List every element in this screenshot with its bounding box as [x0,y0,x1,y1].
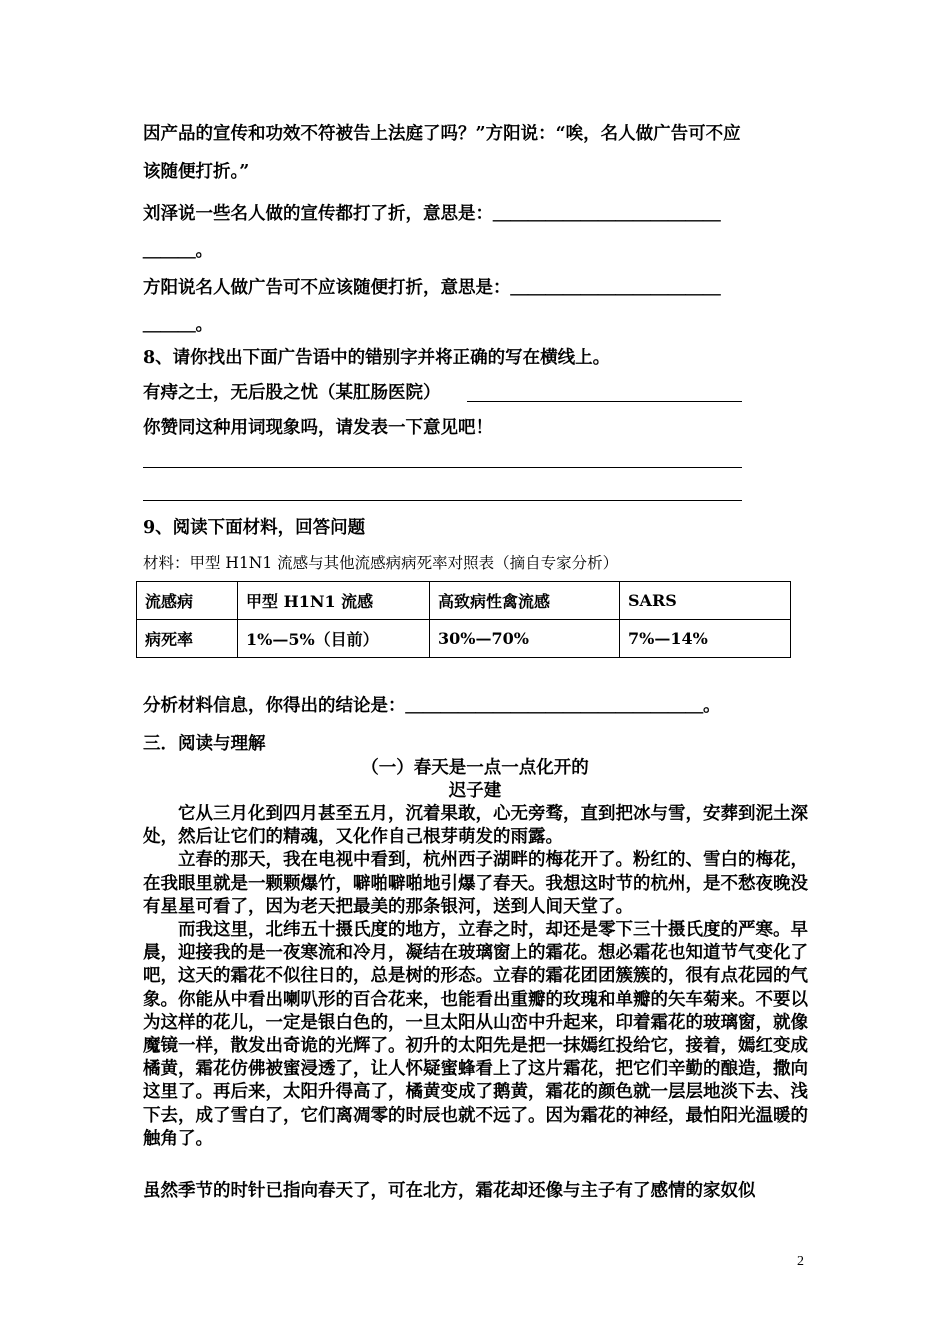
q8-ad-text: 有痔之士，无后股之忧（某肛肠医院） [143,383,441,403]
article-author: 迟子建 [448,781,502,801]
table-cell: 流感病 [137,582,238,620]
table-cell: 高致病性禽流感 [430,582,620,620]
q7-line-2: 该随便打折。” [143,162,250,182]
flu-mortality-table [136,581,791,658]
article-paragraph: 它从三月化到四月甚至五月，沉着果敢，心无旁骛，直到把冰与雪，安葬到泥土深处，然后让它们的精魂，又化作自己根芽萌发的雨露。 [143,804,808,848]
q8-answer-line[interactable] [467,401,742,402]
table-cell: 甲型 H1N1 流感 [238,582,430,620]
q8-opinion-line-2[interactable] [143,500,742,501]
q8-title: 8、请你找出下面广告语中的错别字并将正确的写在横线上。 [143,348,611,368]
q9-conclusion: 分析材料信息，你得出的结论是：＿＿＿＿＿＿＿＿＿＿＿＿＿＿＿＿＿。 [143,696,721,716]
q7-line-6: ＿＿＿。 [143,315,213,335]
article-body [143,803,808,1151]
article-paragraph: 立春的那天，我在电视中看到，杭州西子湖畔的梅花开了。粉红的、雪白的梅花，在我眼里就是一颗颗爆竹，噼啪噼啪地引爆了春天。我想这时节的杭州，是不愁夜晚没有星星可看了，因为老天把最美的那条银河，送到人间天堂了。 [143,850,808,917]
table-header-row [137,582,791,620]
article-paragraph: 而我这里，北纬五十摄氏度的地方，立春之时，却还是零下三十摄氏度的严寒。早晨，迎接我的是一夜寒流和冷月，凝结在玻璃窗上的霜花。想必霜花也知道节气变化了吧，这天的霜花不似往日的，总是树的形态。立春的霜花团团簇簇的，很有点花园的气象。你能从中看出喇叭形的百合花来，也能看出重瓣的玫瑰和单瓣的矢车菊来。不要以为这样的花儿，一定是银白色的，一旦太阳从山峦中升起来，印着霜花的玻璃窗，就像魔镜一样，散发出奇诡的光辉了。初升的太阳先是把一抹嫣红投给它，接着，嫣红变成橘黄，霜花仿佛被蜜浸透了，让人怀疑蜜蜂看上了这片霜花，把它们辛勤的酿造，撒向这里了。再后来，太阳升得高了，橘黄变成了鹅黄，霜花的颜色就一层层地淡下去、浅下去，成了雪白了，它们离凋零的时辰也就不远了。因为霜花的神经，最怕阳光温暖的触角了。 [143,920,808,1149]
section-3-heading: 三．阅读与理解 [143,734,266,754]
q7-line-5: 方阳说名人做广告可不应该随便打折，意思是：＿＿＿＿＿＿＿＿＿＿＿＿ [143,278,721,298]
q7-line-4: ＿＿＿。 [143,241,213,261]
table-row [137,620,791,658]
table-cell: 1%—5%（目前） [238,620,430,658]
q8-opinion-line-1[interactable] [143,467,742,468]
table-cell: 7%—14% [620,620,791,658]
article-last-line: 虽然季节的时针已指向春天了，可在北方，霜花却还像与主子有了感情的家奴似 [143,1181,756,1201]
q7-line-3: 刘泽说一些名人做的宣传都打了折，意思是：＿＿＿＿＿＿＿＿＿＿＿＿＿ [143,204,721,224]
article-title: （一）春天是一点一点化开的 [361,758,589,778]
q9-title: 9、阅读下面材料，回答问题 [143,518,366,538]
table-cell: 病死率 [137,620,238,658]
table-cell: 30%—70% [430,620,620,658]
q7-line-1: 因产品的宣传和功效不符被告上法庭了吗？”方阳说：“唉，名人做广告可不应 [143,124,741,144]
table-cell: SARS [620,582,791,620]
q8-prompt: 你赞同这种用词现象吗，请发表一下意见吧！ [143,418,493,438]
page-number: 2 [797,1254,804,1269]
q9-material-caption: 材料：甲型 H1N1 流感与其他流感病病死率对照表（摘自专家分析） [143,554,619,572]
